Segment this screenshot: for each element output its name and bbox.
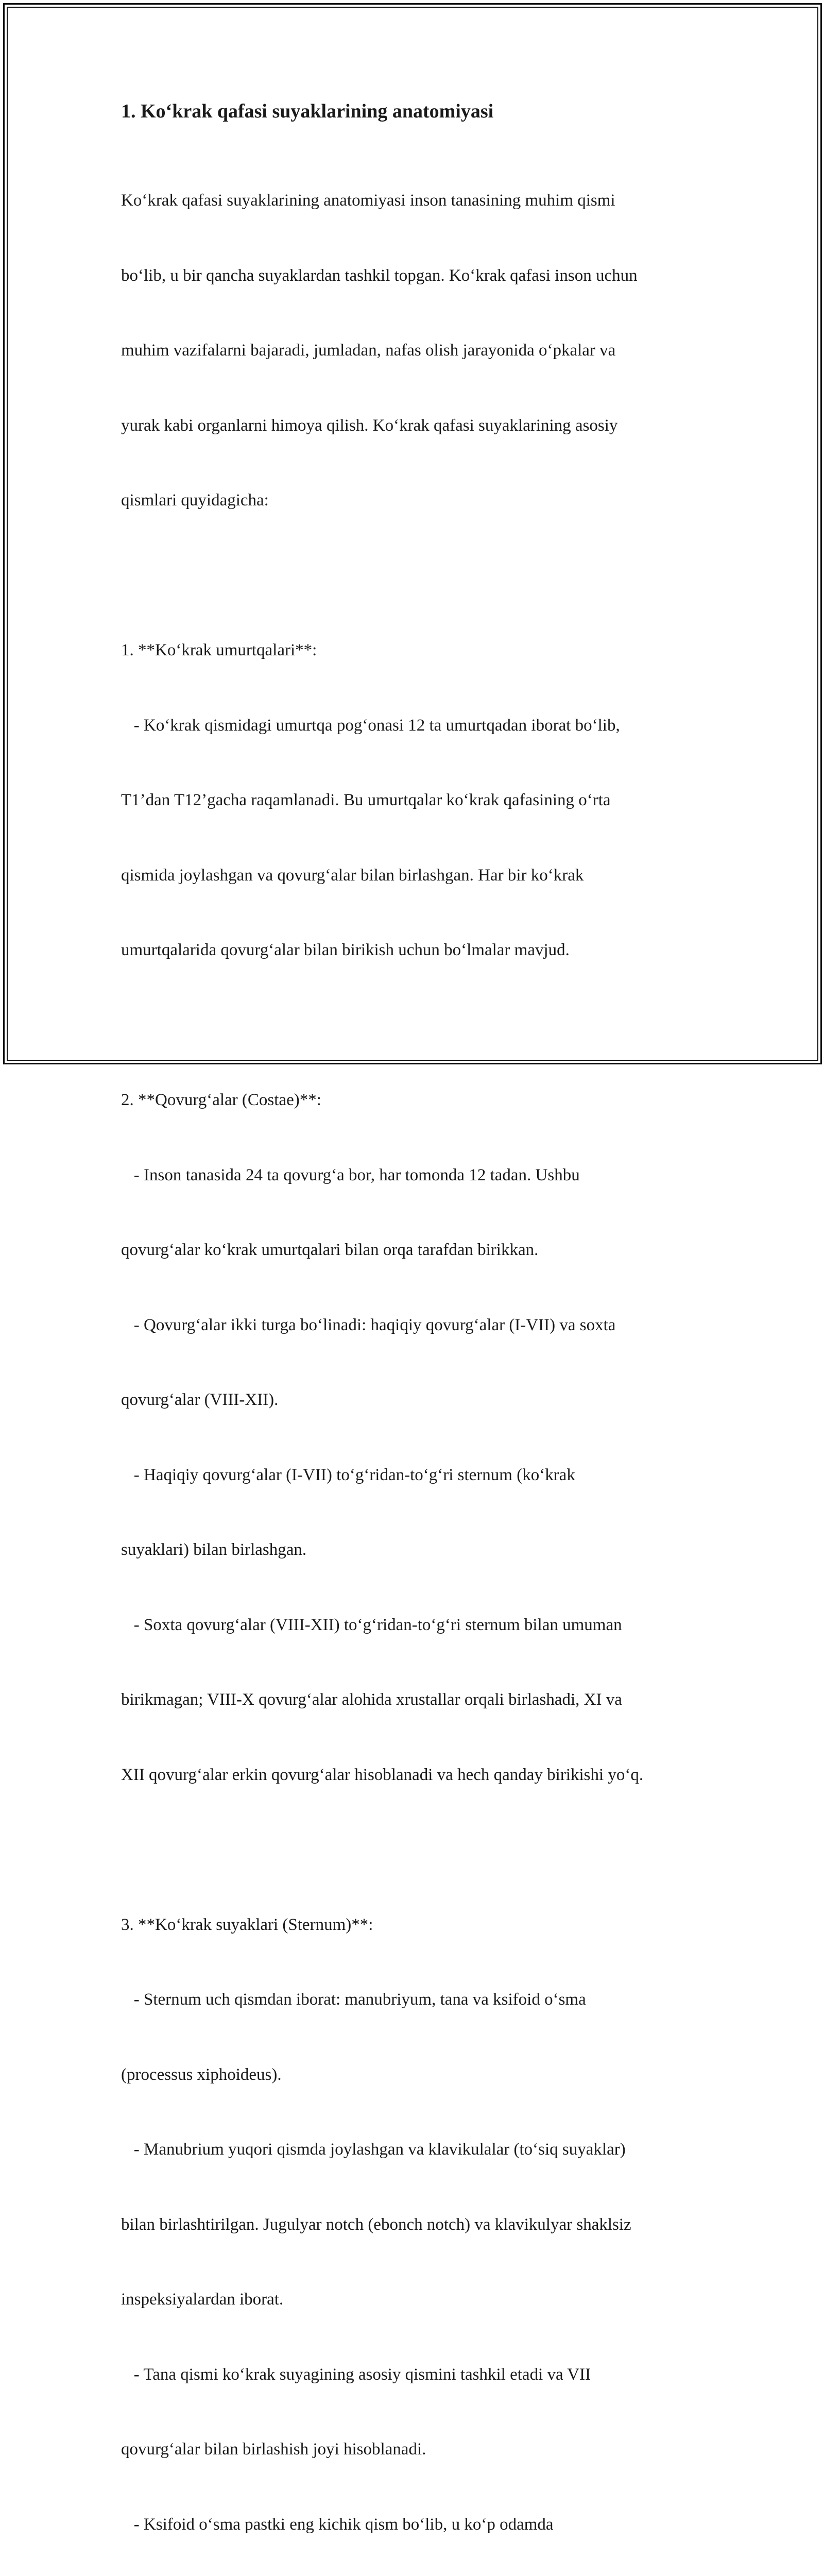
document-title: 1. Ko‘krak qafasi suyaklarining anatomiyasi	[121, 98, 718, 125]
section-line: qovurg‘alar bilan birlashish joyi hisoblanadi.	[121, 2437, 718, 2462]
intro-line: muhim vazifalarni bajaradi, jumladan, nafas olish jarayonida o‘pkalar va	[121, 338, 718, 363]
section-line: T1’dan T12’gacha raqamlanadi. Bu umurtqalar ko‘krak qafasining o‘rta	[121, 788, 718, 813]
intro-line: Ko‘krak qafasi suyaklarining anatomiyasi inson tanasining muhim qismi	[121, 188, 718, 213]
paragraph-gap	[121, 1837, 718, 1862]
intro-paragraph	[121, 138, 718, 563]
intro-line: qismlari quyidagicha:	[121, 488, 718, 513]
section-thoracic-vertebrae	[121, 588, 718, 1013]
section-line: birikmagan; VIII-X qovurg‘alar alohida xrustallar orqali birlashadi, XI va	[121, 1687, 718, 1713]
section-heading: 2. **Qovurg‘alar (Costae)**:	[121, 1088, 718, 1113]
section-line: (processus xiphoideus).	[121, 2062, 718, 2088]
section-line: XII qovurg‘alar erkin qovurg‘alar hisoblanadi va hech qanday birikishi yo‘q.	[121, 1762, 718, 1788]
section-line: bilan birlashtirilgan. Jugulyar notch (ebonch notch) va klavikulyar shaklsiz	[121, 2212, 718, 2238]
section-line: qovurg‘alar ko‘krak umurtqalari bilan orqa tarafdan birikkan.	[121, 1238, 718, 1263]
intro-line: yurak kabi organlarni himoya qilish. Ko‘krak qafasi suyaklarining asosiy	[121, 413, 718, 438]
section-line: - Manubrium yuqori qismda joylashgan va klavikulalar (to‘siq suyaklar)	[121, 2137, 718, 2162]
section-line: suyaklari) bilan birlashgan.	[121, 1537, 718, 1563]
section-line: - Inson tanasida 24 ta qovurg‘a bor, har tomonda 12 tadan. Ushbu	[121, 1163, 718, 1188]
section-ribs	[121, 1038, 718, 1837]
section-line: umurtqalarida qovurg‘alar bilan birikish uchun bo‘lmalar mavjud.	[121, 938, 718, 963]
section-line: - Soxta qovurg‘alar (VIII-XII) to‘g‘ridan-to‘g‘ri sternum bilan umuman	[121, 1613, 718, 1638]
section-line: qovurg‘alar (VIII-XII).	[121, 1387, 718, 1413]
paragraph-gap	[121, 563, 718, 588]
paragraph-gap	[121, 1013, 718, 1038]
section-sternum	[121, 1862, 718, 2576]
section-line: - Qovurg‘alar ikki turga bo‘linadi: haqiqiy qovurg‘alar (I-VII) va soxta	[121, 1313, 718, 1338]
section-line: qismida joylashgan va qovurg‘alar bilan birlashgan. Har bir ko‘krak	[121, 863, 718, 888]
section-line: - Ko‘krak qismidagi umurtqa pog‘onasi 12 ta umurtqadan iborat bo‘lib,	[121, 713, 718, 738]
section-heading: 1. **Ko‘krak umurtqalari**:	[121, 638, 718, 663]
intro-line: bo‘lib, u bir qancha suyaklardan tashkil topgan. Ko‘krak qafasi inson uchun	[121, 263, 718, 289]
section-line: - Sternum uch qismdan iborat: manubriyum, tana va ksifoid o‘sma	[121, 1987, 718, 2012]
document-body	[121, 98, 718, 2576]
section-line: inspeksiyalardan iborat.	[121, 2287, 718, 2312]
section-line: - Haqiqiy qovurg‘alar (I-VII) to‘g‘ridan-to‘g‘ri sternum (ko‘krak	[121, 1463, 718, 1488]
section-line: - Tana qismi ko‘krak suyagining asosiy qismini tashkil etadi va VII	[121, 2362, 718, 2387]
section-line: - Ksifoid o‘sma pastki eng kichik qism bo‘lib, u ko‘p odamda	[121, 2512, 718, 2537]
section-heading: 3. **Ko‘krak suyaklari (Sternum)**:	[121, 1912, 718, 1938]
